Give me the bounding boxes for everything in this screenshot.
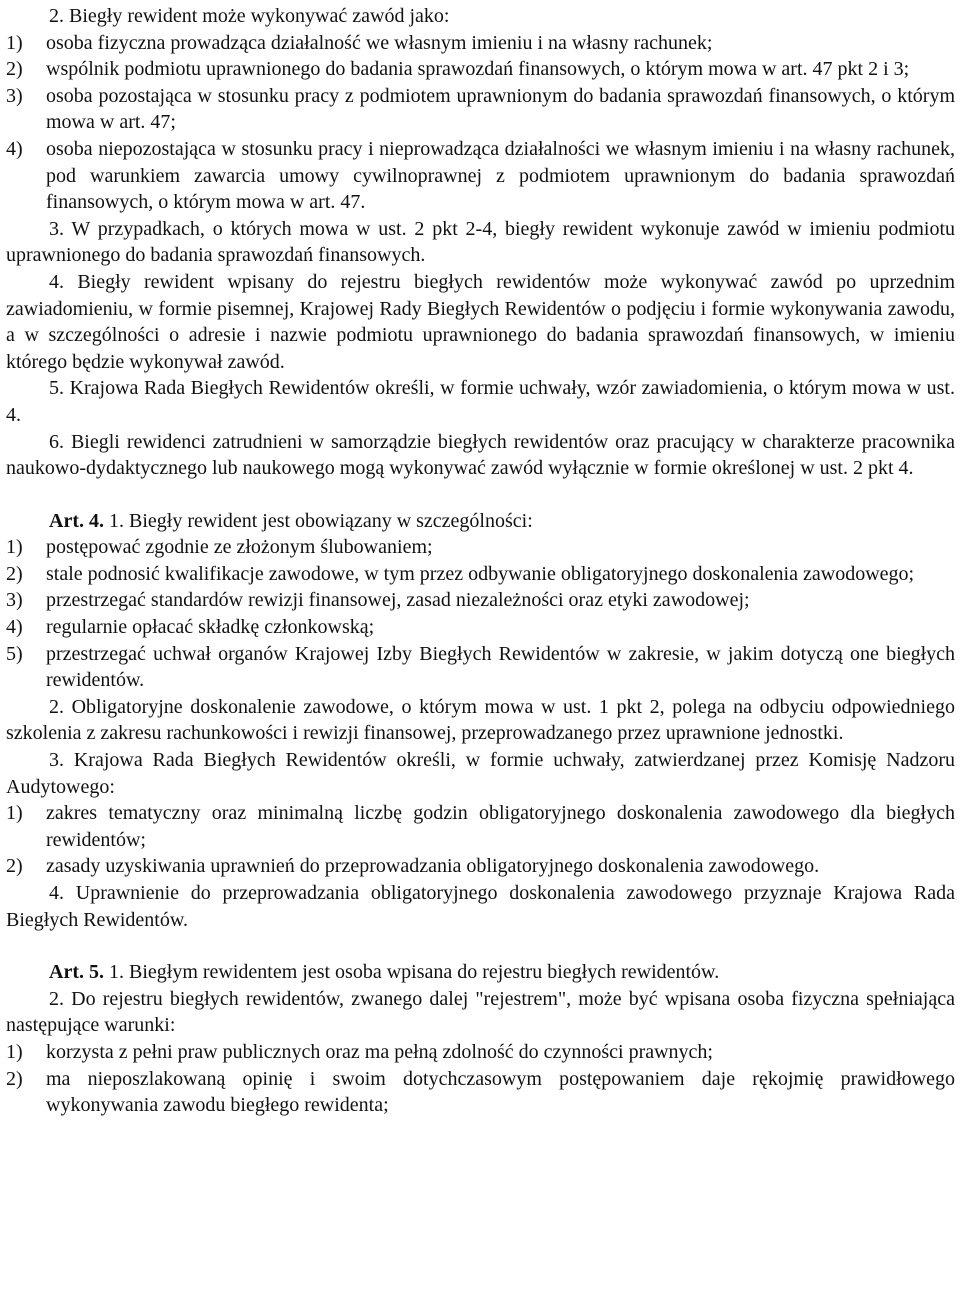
list-item-number: 2) (6, 58, 23, 81)
article-label: Art. 4. (49, 509, 104, 532)
list-item (6, 561, 955, 588)
list-item-number: 4) (6, 137, 23, 160)
list-item-text: zasady uzyskiwania uprawnień do przeprowadzania obligatoryjnego doskonalenia zawodowego. (46, 855, 820, 878)
list-item (6, 56, 955, 83)
article-paragraph (6, 508, 955, 535)
list-item-number: 1) (6, 31, 23, 54)
list-item-number: 3) (6, 589, 23, 612)
list-item (6, 30, 955, 57)
list-item (6, 853, 955, 880)
list-item-number: 3) (6, 84, 23, 107)
list-item (6, 614, 955, 641)
paragraph: 3. W przypadkach, o których mowa w ust. 2 pkt 2-4, biegły rewident wykonuje zawód w imieniu podmiotu uprawnionego do badania sprawozdań finansowych. (6, 217, 955, 267)
list-item-text: przestrzegać standardów rewizji finansowej, zasad niezależności oraz etyki zawodowej; (46, 589, 750, 612)
article-paragraph (6, 959, 955, 986)
list-item-text: postępować zgodnie ze złożonym ślubowaniem; (46, 536, 433, 559)
paragraph: 2. Do rejestru biegłych rewidentów, zwanego dalej "rejestrem", może być wpisana osoba fizyczna spełniająca następujące warunki: (6, 987, 955, 1037)
list-item (6, 1039, 955, 1066)
list-item (6, 136, 955, 216)
paragraph: 3. Krajowa Rada Biegłych Rewidentów określi, w formie uchwały, zatwierdzanej przez Komisję Nadzoru Audytowego: (6, 749, 955, 798)
list-item-text: zakres tematyczny oraz minimalną liczbę godzin obligatoryjnego doskonalenia zawodowego dla biegłych rewidentów; (46, 802, 955, 851)
list-item (6, 641, 955, 694)
list-item-number: 2) (6, 1067, 23, 1090)
list-item-number: 1) (6, 802, 23, 825)
list-item-text: regularnie opłacać składkę członkowską; (46, 616, 375, 639)
list-item-text: korzysta z pełni praw publicznych oraz ma pełną zdolność do czynności prawnych; (46, 1040, 713, 1063)
list-item-text: osoba pozostająca w stosunku pracy z podmiotem uprawnionym do badania sprawozdań finansowych, o którym mowa w art. 47; (46, 84, 955, 134)
list-item-text: stale podnosić kwalifikacje zawodowe, w tym przez odbywanie obligatoryjnego doskonalenia zawodowego; (46, 562, 915, 585)
list-item (6, 534, 955, 561)
paragraph: 5. Krajowa Rada Biegłych Rewidentów określi, w formie uchwały, wzór zawiadomienia, o którym mowa w ust. 4. (6, 377, 955, 426)
paragraph-spacer (6, 482, 955, 508)
list-item-number: 1) (6, 1040, 23, 1063)
list-item-text: osoba niepozostająca w stosunku pracy i nieprowadząca działalności we własnym imieniu i na własny rachunek, pod warunkiem zawarcia umowy cywilnoprawnej z podmiotem uprawnionym do badania sprawozdań finansowych, o którym mowa w art. 47. (46, 137, 955, 214)
article-label: Art. 5. (49, 961, 104, 984)
list-item (6, 83, 955, 136)
article-text: 1. Biegłym rewidentem jest osoba wpisana do rejestru biegłych rewidentów. (103, 961, 720, 984)
list-item (6, 587, 955, 614)
paragraph: 4. Biegły rewident wpisany do rejestru biegłych rewidentów może wykonywać zawód po uprzednim zawiadomieniu, w formie pisemnej, Krajowej Rady Biegłych Rewidentów o podjęciu i formie wykonywania zawodu, a w szczególności o adresie i nazwie podmiotu uprawnionego do badania sprawozdań finansowych, w imieniu którego będzie wykonywał zawód. (6, 270, 955, 373)
paragraph: 2. Biegły rewident może wykonywać zawód jako: (49, 5, 450, 27)
list-item-number: 1) (6, 536, 23, 559)
list-item-number: 2) (6, 855, 23, 878)
paragraph-spacer (6, 933, 955, 959)
paragraph: 4. Uprawnienie do przeprowadzania obligatoryjnego doskonalenia zawodowego przyznaje Krajowa Rada Biegłych Rewidentów. (6, 882, 955, 931)
list-item-text: przestrzegać uchwał organów Krajowej Izby Biegłych Rewidentów w zakresie, w jakim dotyczą one biegłych rewidentów. (46, 642, 955, 692)
list-item-number: 4) (6, 616, 23, 639)
list-item-text: wspólnik podmiotu uprawnionego do badania sprawozdań finansowych, o którym mowa w art. 47 pkt 2 i 3; (46, 58, 910, 81)
list-item-text: ma nieposzlakowaną opinię i swoim dotychczasowym postępowaniem daje rękojmię prawidłowego wykonywania zawodu biegłego rewidenta; (46, 1067, 955, 1117)
list-item-number: 2) (6, 562, 23, 585)
paragraph: 6. Biegli rewidenci zatrudnieni w samorządzie biegłych rewidentów oraz pracujący w charakterze pracownika naukowo-dydaktycznego lub naukowego mogą wykonywać zawód wyłącznie w formie określonej w ust. 2 pkt 4. (6, 430, 955, 480)
list-item-number: 5) (6, 642, 23, 665)
list-item (6, 800, 955, 853)
list-item-text: osoba fizyczna prowadząca działalność we własnym imieniu i na własny rachunek; (46, 31, 713, 54)
article-text: 1. Biegły rewident jest obowiązany w szczególności: (103, 509, 533, 532)
paragraph: 2. Obligatoryjne doskonalenie zawodowe, o którym mowa w ust. 1 pkt 2, polega na odbyciu odpowiedniego szkolenia z zakresu rachunkowości i rewizji finansowej, przeprowadzanego przez uprawnione jednostki. (6, 695, 955, 745)
list-item (6, 1066, 955, 1119)
